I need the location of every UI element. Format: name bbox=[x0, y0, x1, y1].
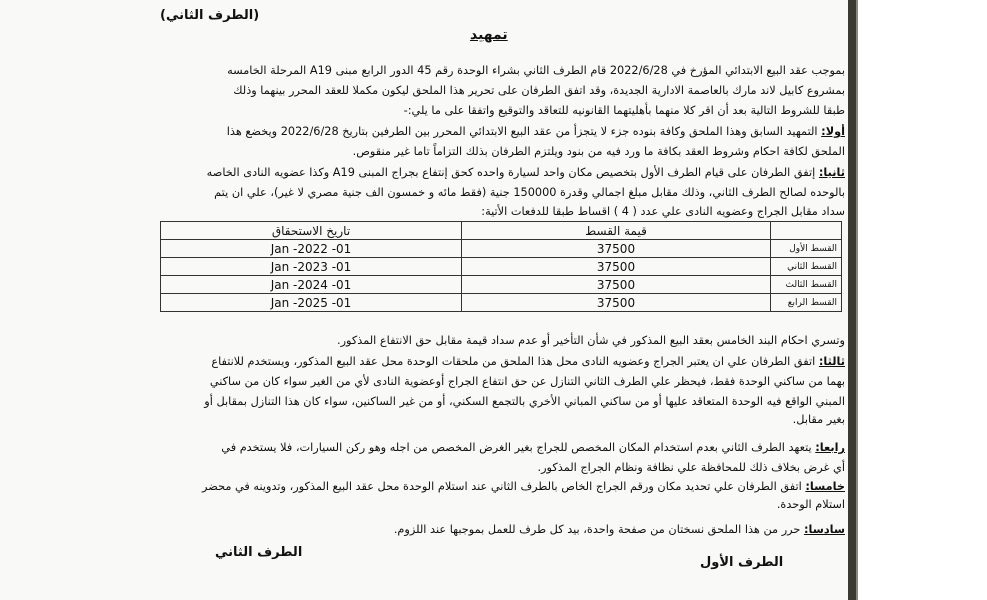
installment-label: القسط الثالث bbox=[771, 276, 842, 294]
preamble-line: بمشروع كابيل لاند مارك بالعاصمة الادارية الجديدة، وقد اتفق الطرفان على تحرير هذا الملحق ليكون مكملا للعقد المحرر بينهما وذلك bbox=[233, 84, 845, 97]
installment-amount: 37500 bbox=[462, 240, 771, 258]
signature-second-party: الطرف الثاني bbox=[215, 545, 303, 560]
clause-1-line: الملحق لكافة احكام وشروط العقد بكافة ما ورد فيه من بنود ويلتزم الطرفان بذلك التزاماً تاما غير منقوص. bbox=[352, 145, 845, 158]
clause-label: سادسا: bbox=[803, 523, 845, 536]
clause-label: خامسا: bbox=[805, 480, 845, 493]
installment-amount: 37500 bbox=[462, 294, 771, 312]
clause-label: رابعا: bbox=[815, 441, 845, 454]
table-row bbox=[161, 294, 842, 312]
page-edge-highlight bbox=[856, 0, 858, 600]
table-row bbox=[161, 258, 842, 276]
installment-label: القسط الثاني bbox=[771, 258, 842, 276]
table-header-row bbox=[161, 222, 842, 240]
after-table-line: وتسري احكام البند الخامس بعقد البيع المذكور في شأن التأخير أو عدم سداد قيمة مقابل حق الانتفاع المذكور. bbox=[337, 334, 845, 347]
clause-label: أولا: bbox=[821, 125, 845, 138]
clause-text: اتفق الطرفان علي تحديد مكان ورقم الجراج الخاص بالطرف الثاني عند استلام الوحدة محل عقد البيع المذكور، وتدوينه في محضر bbox=[202, 480, 806, 493]
page-edge-shadow bbox=[848, 0, 856, 600]
clause-3-line bbox=[211, 355, 845, 369]
table-row bbox=[161, 276, 842, 294]
installment-due-date: 01- Jan -2023 bbox=[161, 258, 462, 276]
clause-4-line: أي غرض بخلاف ذلك للمحافظة علي نظافة ونظام الجراج المذكور. bbox=[537, 461, 845, 474]
clause-text: اتفق الطرفان علي ان يعتبر الجراج وعضويه النادى محل هذا الملحق من ملحقات الوحدة محل عقد البيع المذكور، ويستخدم للانتفاع bbox=[211, 355, 819, 368]
installment-label: القسط الأول bbox=[771, 240, 842, 258]
installment-label: القسط الرابع bbox=[771, 294, 842, 312]
clause-2-line bbox=[207, 166, 845, 180]
document-title: تمهيد bbox=[470, 27, 508, 43]
clause-3-line: بغير مقابل. bbox=[792, 413, 845, 426]
clause-4-line bbox=[221, 441, 845, 455]
clause-3-line: بهما من ساكني الوحدة فقط، فيحظر علي الطرف الثاني التنازل عن حق انتفاع الجراج أوعضوية النادى لأي من الغير سواء كان من ساكني bbox=[209, 375, 845, 388]
installment-due-date: 01- Jan -2024 bbox=[161, 276, 462, 294]
table-header: تاريخ الاستحقاق bbox=[161, 222, 462, 240]
clause-text: إتفق الطرفان على قيام الطرف الأول بتخصيص مكان واحد لسيارة واحده كحق إنتفاع بجراج المبنى A19 وكذا عضويه النادى الخاصه bbox=[206, 166, 819, 179]
clause-label: ثالثا: bbox=[818, 355, 845, 368]
table-header bbox=[771, 222, 842, 240]
signature-first-party: الطرف الأول bbox=[700, 555, 784, 570]
clause-1-line bbox=[227, 125, 845, 139]
party-label: (الطرف الثاني) bbox=[160, 8, 260, 23]
installment-due-date: 01- Jan -2022 bbox=[161, 240, 462, 258]
clause-text: التمهيد السابق وهذا الملحق وكافة بنوده جزء لا يتجزأ من عقد البيع الابتدائي المحرر بين الطرفين بتاريخ 2022/6/28 ويخضع هذا bbox=[226, 125, 822, 138]
table-row bbox=[161, 240, 842, 258]
clause-2-line: بالوحده لصالح الطرف الثاني، وذلك مقابل مبلغ اجمالي وقدرة 150000 جنية (فقط مائه و خمسون الف جنية مصري لا غير)، علي ان يتم bbox=[214, 186, 845, 199]
installments-table bbox=[160, 221, 842, 312]
table-header: قيمة القسط bbox=[462, 222, 771, 240]
clause-2-line: سداد مقابل الجراج وعضويه النادى علي عدد ( 4 ) اقساط طبقا للدفعات الأتية: bbox=[481, 205, 845, 218]
installment-amount: 37500 bbox=[462, 258, 771, 276]
clause-text: يتعهد الطرف الثاني بعدم استخدام المكان المخصص للجراج بغير الغرض المخصص من اجله وهو ركن السيارات، فلا يستخدم في bbox=[221, 441, 816, 454]
preamble-line: طبقا للشروط التالية بعد أن اقر كلا منهما بأهليتهما القانونيه للتعاقد والتوقيع واتفقا على ما يلي:- bbox=[403, 104, 845, 117]
installment-due-date: 01- Jan -2025 bbox=[161, 294, 462, 312]
clause-5-line: استلام الوحدة. bbox=[776, 498, 845, 511]
clause-label: ثانيا: bbox=[818, 166, 845, 179]
clause-5-line bbox=[202, 480, 845, 494]
clause-text: حرر من هذا الملحق نسختان من صفحة واحدة، بيد كل طرف للعمل بموجبها عند اللزوم. bbox=[393, 523, 804, 536]
clause-6-line bbox=[394, 523, 845, 537]
preamble-line: بموجب عقد البيع الابتدائي المؤرخ في 2022/6/28 قام الطرف الثاني بشراء الوحدة رقم 45 الدور الرابع مبنى A19 المرحلة الخامسه bbox=[227, 64, 845, 77]
installment-amount: 37500 bbox=[462, 276, 771, 294]
clause-3-line: المبني الواقع فيه الوحدة المتعاقد عليها أو من ساكني المباني الأخري بالتجمع السكني، أو من غير الساكنين، سواء كان هذا التنازل بمقابل أو bbox=[204, 395, 845, 408]
